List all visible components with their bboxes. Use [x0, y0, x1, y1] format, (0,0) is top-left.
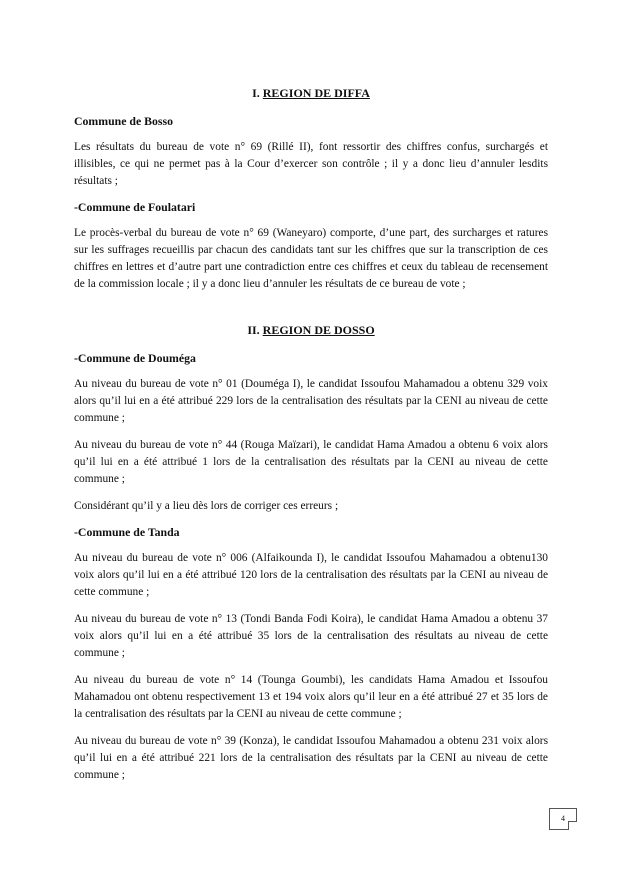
commune-heading-foulatari: -Commune de Foulatari — [74, 200, 196, 214]
page-number: 4 — [561, 814, 565, 823]
page-fold-corner — [568, 821, 577, 830]
section-number: I. — [252, 86, 260, 100]
paragraph: Au niveau du bureau de vote n° 39 (Konza), le candidat Issoufou Mahamadou a obtenu 231 voix alors qu’il lui en a été attribué 221 lors de la centralisation des résultats par la CENI au niveau de cette commune ; — [74, 735, 548, 781]
document-page — [74, 86, 548, 794]
commune-heading-doumega: -Commune de Douméga — [74, 351, 196, 365]
paragraph: Au niveau du bureau de vote n° 44 (Rouga Maïzari), le candidat Hama Amadou a obtenu 6 voix alors qu’il lui en a été attribué 1 lors de la centralisation des résultats par la CENI au niveau de cette commune ; — [74, 439, 548, 485]
page-number-box — [549, 808, 577, 830]
paragraph: Le procès-verbal du bureau de vote n° 69 (Waneyaro) comporte, d’une part, des surcharges et ratures sur les suffrages recueillis par chacun des candidats tant sur les chiffres que sur la transcription de ces chiffres en lettres et d’autre part une contradiction entre ces chiffres et ceux du tableau de recensement de la commission locale ; il y a donc lieu d’annuler les résultats de ce bureau de vote ; — [74, 227, 548, 290]
section-name: REGION DE DIFFA — [262, 86, 370, 100]
section-title-diffa — [74, 86, 548, 101]
paragraph: Au niveau du bureau de vote n° 01 (Douméga I), le candidat Issoufou Mahamadou a obtenu 329 voix alors qu’il lui en a été attribué 229 lors de la centralisation des résultats par la CENI au niveau de cette commune ; — [74, 378, 548, 424]
paragraph: Au niveau du bureau de vote n° 13 (Tondi Banda Fodi Koira), le candidat Hama Amadou a obtenu 37 voix alors qu’il lui en a été attribué 35 lors de la centralisation des résultats au niveau de cette commune ; — [74, 613, 548, 659]
section-title-dosso — [74, 323, 548, 338]
section-number: II. — [247, 323, 260, 337]
commune-heading-tanda: -Commune de Tanda — [74, 525, 180, 539]
section-name: REGION DE DOSSO — [262, 323, 375, 337]
paragraph: Au niveau du bureau de vote n° 14 (Tounga Goumbi), les candidats Hama Amadou et Issoufou Mahamadou ont obtenu respectivement 13 et 194 voix alors qu’il leur en a été attribué 27 et 35 lors de la centralisation des résultats par la CENI au niveau de cette commune ; — [74, 674, 548, 720]
paragraph: Au niveau du bureau de vote n° 006 (Alfaikounda I), le candidat Issoufou Mahamadou a obtenu130 voix alors qu’il lui en a été attribué 120 lors de la centralisation des résultats par la CENI au niveau de cette commune ; — [74, 552, 548, 598]
commune-heading-bosso: Commune de Bosso — [74, 114, 173, 128]
paragraph: Les résultats du bureau de vote n° 69 (Rillé II), font ressortir des chiffres confus, surchargés et illisibles, ce qui ne permet pas à la Cour d’exercer son contrôle ; il y a donc lieu d’annuler lesdits résultats ; — [74, 141, 548, 187]
section-spacer — [74, 303, 548, 323]
paragraph: Considérant qu’il y a lieu dès lors de corriger ces erreurs ; — [74, 500, 339, 512]
